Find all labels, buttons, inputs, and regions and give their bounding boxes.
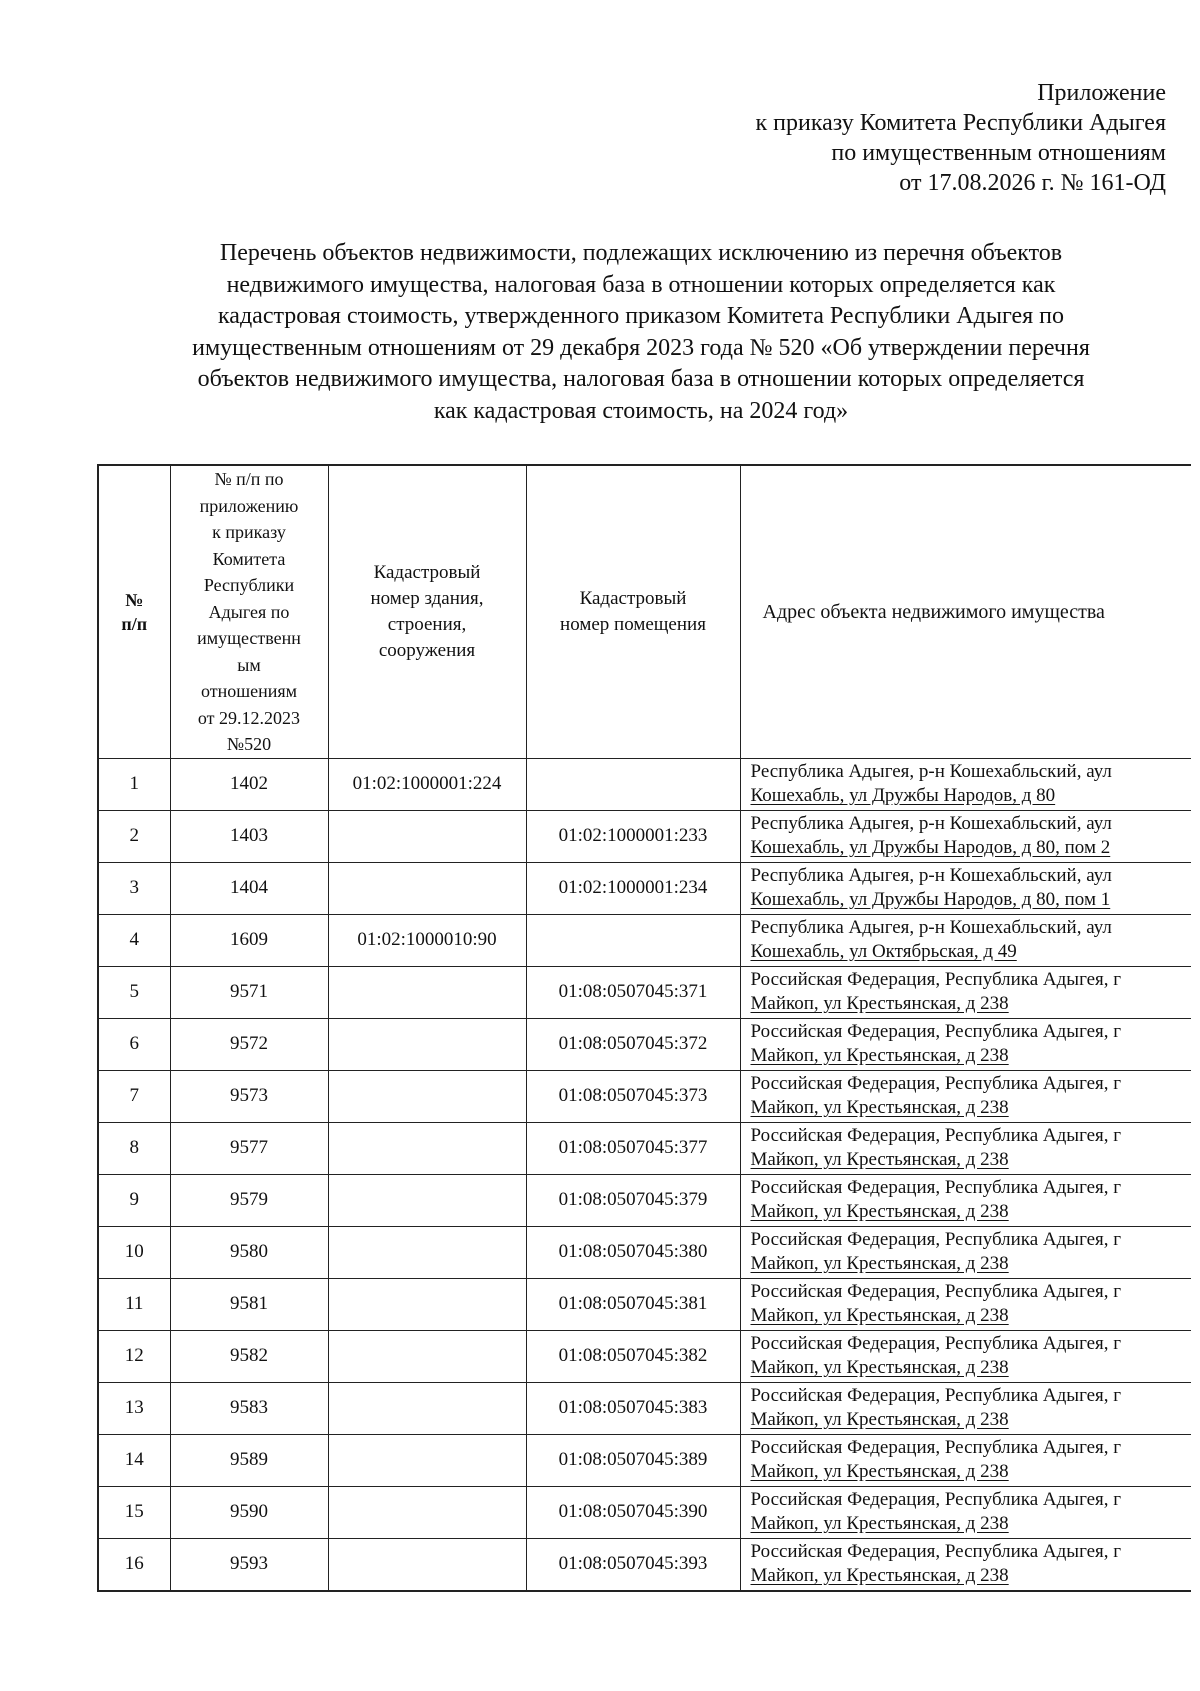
- address-line: Российская Федерация, Республика Адыгея, г: [750, 1281, 1122, 1302]
- cell-address: [740, 1486, 1191, 1538]
- address-line: Майкоп, ул Крестьянская, д 238: [750, 1461, 1009, 1482]
- cell-address: [740, 1434, 1191, 1486]
- cell-appendix-number: 9581: [170, 1278, 328, 1330]
- table-header-row: [98, 465, 1191, 758]
- cell-building-cadastral: [328, 1434, 526, 1486]
- title-line: как кадастровая стоимость, на 2024 год»: [433, 397, 849, 424]
- cell-room-cadastral: 01:08:0507045:389: [526, 1434, 740, 1486]
- address-line: Кошехабль, ул Дружбы Народов, д 80, пом 2: [750, 837, 1111, 858]
- cell-room-cadastral: [526, 758, 740, 810]
- header-building-cadastral: [328, 465, 526, 758]
- address-line: Майкоп, ул Крестьянская, д 238: [750, 1565, 1009, 1586]
- cell-building-cadastral: [328, 1486, 526, 1538]
- appendix-order-ref: к приказу Комитета Республики Адыгея: [755, 110, 1166, 136]
- cell-appendix-number: 9580: [170, 1226, 328, 1278]
- table-row: [98, 1018, 1191, 1070]
- cell-room-cadastral: 01:08:0507045:373: [526, 1070, 740, 1122]
- appendix-header: [606, 78, 1166, 198]
- cell-room-cadastral: 01:02:1000001:233: [526, 810, 740, 862]
- address-line: Российская Федерация, Республика Адыгея, г: [750, 1229, 1122, 1250]
- cell-address: [740, 862, 1191, 914]
- header-line: отношениям: [200, 681, 298, 701]
- title-line: кадастровая стоимость, утвержденного приказом Комитета Республики Адыгея по: [218, 303, 1064, 329]
- address-line: Майкоп, ул Крестьянская, д 238: [750, 1149, 1009, 1170]
- cell-row-number: 6: [98, 1018, 170, 1070]
- cell-appendix-number: 9573: [170, 1070, 328, 1122]
- table-row: [98, 1278, 1191, 1330]
- title-line: имущественным отношениям от 29 декабря 2023 года № 520 «Об утверждении перечня: [192, 334, 1090, 361]
- appendix-committee: по имущественным отношениям: [831, 140, 1166, 166]
- cell-address: [740, 1538, 1191, 1591]
- header-line: приложению: [199, 495, 299, 516]
- cell-row-number: 15: [98, 1486, 170, 1538]
- address-line: Кошехабль, ул Дружбы Народов, д 80: [750, 785, 1056, 806]
- cell-address: [740, 1070, 1191, 1122]
- cell-row-number: 1: [98, 758, 170, 810]
- cell-address: [740, 1226, 1191, 1278]
- address-line: Российская Федерация, Республика Адыгея, г: [750, 1333, 1122, 1354]
- cell-room-cadastral: 01:08:0507045:381: [526, 1278, 740, 1330]
- cell-address: [740, 1122, 1191, 1174]
- header-line: Адыгея по: [208, 601, 290, 622]
- cell-building-cadastral: [328, 1226, 526, 1278]
- header-line: номер помещения: [560, 613, 706, 635]
- cell-building-cadastral: [328, 1278, 526, 1330]
- cell-appendix-number: 9590: [170, 1486, 328, 1538]
- cell-appendix-number: 9579: [170, 1174, 328, 1226]
- cell-appendix-number: 9571: [170, 966, 328, 1018]
- cell-room-cadastral: 01:08:0507045:383: [526, 1382, 740, 1434]
- cell-row-number: 16: [98, 1538, 170, 1591]
- address-line: Российская Федерация, Республика Адыгея, г: [750, 1177, 1122, 1198]
- objects-table: [97, 464, 1191, 1592]
- cell-room-cadastral: 01:08:0507045:379: [526, 1174, 740, 1226]
- document-title: [96, 238, 1186, 427]
- cell-address: [740, 1278, 1191, 1330]
- title-line: объектов недвижимого имущества, налоговая база в отношении которых определяется: [197, 366, 1085, 392]
- header-line: имущественн: [197, 628, 301, 648]
- cell-row-number: 12: [98, 1330, 170, 1382]
- header-line: Кадастровый: [373, 561, 481, 583]
- cell-room-cadastral: 01:02:1000001:234: [526, 862, 740, 914]
- cell-appendix-number: 9582: [170, 1330, 328, 1382]
- cell-address: [740, 758, 1191, 810]
- cell-building-cadastral: [328, 810, 526, 862]
- header-line: ым: [237, 654, 261, 675]
- address-line: Российская Федерация, Республика Адыгея, г: [750, 1021, 1122, 1042]
- address-line: Майкоп, ул Крестьянская, д 238: [750, 1253, 1009, 1274]
- cell-room-cadastral: 01:08:0507045:372: [526, 1018, 740, 1070]
- cell-row-number: 5: [98, 966, 170, 1018]
- address-line: Майкоп, ул Крестьянская, д 238: [750, 1201, 1009, 1222]
- header-line: к приказу: [212, 522, 286, 542]
- cell-building-cadastral: [328, 966, 526, 1018]
- cell-address: [740, 966, 1191, 1018]
- header-row-number: [98, 465, 170, 758]
- cell-building-cadastral: [328, 862, 526, 914]
- header-line: сооружения: [378, 639, 476, 661]
- address-line: Российская Федерация, Республика Адыгея, г: [750, 1073, 1122, 1094]
- cell-room-cadastral: 01:08:0507045:371: [526, 966, 740, 1018]
- table-row: [98, 758, 1191, 810]
- cell-appendix-number: 9589: [170, 1434, 328, 1486]
- cell-room-cadastral: 01:08:0507045:382: [526, 1330, 740, 1382]
- address-line: Российская Федерация, Республика Адыгея, г: [750, 1489, 1122, 1510]
- table-row: [98, 1174, 1191, 1226]
- cell-row-number: 7: [98, 1070, 170, 1122]
- table-row: [98, 966, 1191, 1018]
- header-line: № п/п по: [214, 469, 284, 489]
- address-line: Майкоп, ул Крестьянская, д 238: [750, 1045, 1009, 1066]
- header-line: строения,: [387, 613, 467, 635]
- cell-room-cadastral: 01:08:0507045:393: [526, 1538, 740, 1591]
- address-line: Республика Адыгея, р-н Кошехабльский, аул: [750, 761, 1112, 782]
- header-room-cadastral: [526, 465, 740, 758]
- cell-building-cadastral: [328, 1070, 526, 1122]
- cell-row-number: 2: [98, 810, 170, 862]
- table-body: [98, 758, 1191, 1591]
- address-line: Российская Федерация, Республика Адыгея, г: [750, 1541, 1122, 1562]
- cell-room-cadastral: [526, 914, 740, 966]
- table-row: [98, 1070, 1191, 1122]
- header-line: п/п: [121, 613, 148, 634]
- cell-address: [740, 914, 1191, 966]
- cell-address: [740, 1018, 1191, 1070]
- title-line: недвижимого имущества, налоговая база в отношении которых определяется как: [226, 271, 1056, 298]
- cell-row-number: 14: [98, 1434, 170, 1486]
- cell-address: [740, 1330, 1191, 1382]
- address-line: Российская Федерация, Республика Адыгея, г: [750, 1437, 1122, 1458]
- cell-appendix-number: 1609: [170, 914, 328, 966]
- cell-row-number: 11: [98, 1278, 170, 1330]
- cell-row-number: 13: [98, 1382, 170, 1434]
- header-line: Кадастровый: [579, 587, 687, 609]
- address-line: Российская Федерация, Республика Адыгея, г: [750, 969, 1122, 990]
- table-row: [98, 1434, 1191, 1486]
- cell-building-cadastral: [328, 1122, 526, 1174]
- header-appendix-number: [170, 465, 328, 758]
- table-row: [98, 1330, 1191, 1382]
- table-row: [98, 1486, 1191, 1538]
- header-address: Адрес объекта недвижимого имущества: [740, 465, 1191, 758]
- cell-row-number: 4: [98, 914, 170, 966]
- table-row: [98, 914, 1191, 966]
- cell-building-cadastral: [328, 1382, 526, 1434]
- table-row: [98, 1226, 1191, 1278]
- table-row: [98, 1122, 1191, 1174]
- header-line: Комитета: [212, 548, 286, 569]
- header-line: №: [125, 589, 144, 610]
- cell-row-number: 9: [98, 1174, 170, 1226]
- address-line: Майкоп, ул Крестьянская, д 238: [750, 993, 1009, 1014]
- cell-building-cadastral: [328, 1538, 526, 1591]
- cell-appendix-number: 1402: [170, 758, 328, 810]
- cell-address: [740, 810, 1191, 862]
- address-line: Российская Федерация, Республика Адыгея, г: [750, 1385, 1122, 1406]
- cell-row-number: 3: [98, 862, 170, 914]
- address-line: Кошехабль, ул Октябрьская, д 49: [750, 941, 1017, 962]
- appendix-label: Приложение: [1037, 80, 1166, 106]
- table-row: [98, 862, 1191, 914]
- address-line: Республика Адыгея, р-н Кошехабльский, аул: [750, 865, 1112, 886]
- table-row: [98, 1382, 1191, 1434]
- address-line: Кошехабль, ул Дружбы Народов, д 80, пом 1: [750, 889, 1111, 910]
- address-line: Майкоп, ул Крестьянская, д 238: [750, 1409, 1009, 1430]
- cell-appendix-number: 9572: [170, 1018, 328, 1070]
- address-line: Майкоп, ул Крестьянская, д 238: [750, 1305, 1009, 1326]
- cell-room-cadastral: 01:08:0507045:390: [526, 1486, 740, 1538]
- address-line: Майкоп, ул Крестьянская, д 238: [750, 1513, 1009, 1534]
- cell-row-number: 10: [98, 1226, 170, 1278]
- title-line: Перечень объектов недвижимости, подлежащих исключению из перечня объектов: [219, 240, 1063, 266]
- cell-room-cadastral: 01:08:0507045:380: [526, 1226, 740, 1278]
- address-line: Республика Адыгея, р-н Кошехабльский, аул: [750, 917, 1112, 938]
- header-line: №520: [226, 734, 272, 754]
- cell-appendix-number: 9583: [170, 1382, 328, 1434]
- header-line: номер здания,: [370, 587, 484, 609]
- header-line: от 29.12.2023: [197, 707, 301, 728]
- cell-address: [740, 1382, 1191, 1434]
- table-row: [98, 1538, 1191, 1591]
- cell-appendix-number: 1403: [170, 810, 328, 862]
- table-row: [98, 810, 1191, 862]
- address-line: Майкоп, ул Крестьянская, д 238: [750, 1357, 1009, 1378]
- cell-room-cadastral: 01:08:0507045:377: [526, 1122, 740, 1174]
- address-line: Майкоп, ул Крестьянская, д 238: [750, 1097, 1009, 1118]
- cell-building-cadastral: [328, 1018, 526, 1070]
- cell-appendix-number: 9577: [170, 1122, 328, 1174]
- cell-appendix-number: 1404: [170, 862, 328, 914]
- appendix-date-number: от 17.08.2026 г. № 161-ОД: [899, 170, 1166, 196]
- cell-building-cadastral: 01:02:1000001:224: [328, 758, 526, 810]
- cell-address: [740, 1174, 1191, 1226]
- cell-building-cadastral: 01:02:1000010:90: [328, 914, 526, 966]
- address-line: Российская Федерация, Республика Адыгея, г: [750, 1125, 1122, 1146]
- cell-building-cadastral: [328, 1330, 526, 1382]
- cell-appendix-number: 9593: [170, 1538, 328, 1591]
- address-line: Республика Адыгея, р-н Кошехабльский, аул: [750, 813, 1112, 834]
- cell-row-number: 8: [98, 1122, 170, 1174]
- header-line: Республики: [203, 575, 295, 595]
- cell-building-cadastral: [328, 1174, 526, 1226]
